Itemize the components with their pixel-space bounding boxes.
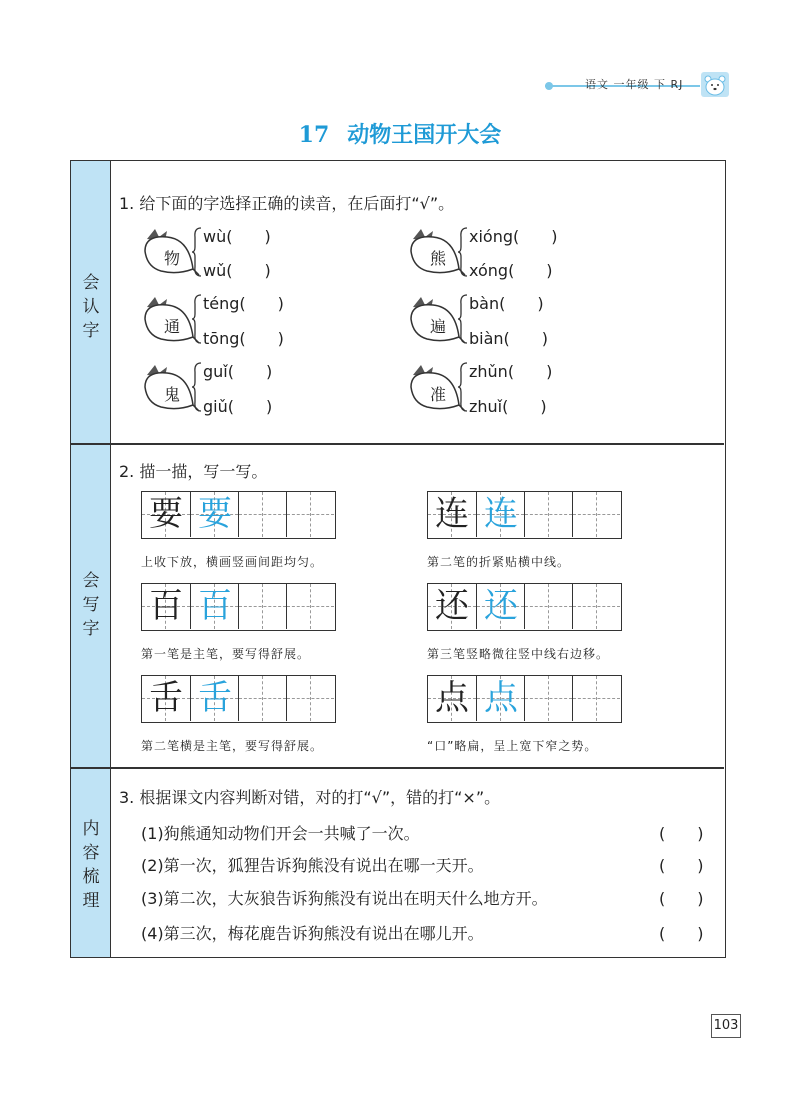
answer-blank[interactable]: ( ) bbox=[659, 856, 704, 875]
section-label-char: 会 bbox=[82, 273, 100, 293]
judgement-item: (4)第三次，梅花鹿告诉狗熊没有说出在哪儿开。 bbox=[141, 924, 484, 943]
grid-cell bbox=[476, 584, 524, 629]
pinyin-option[interactable]: zhuǐ( ) bbox=[469, 397, 547, 416]
grid-cell[interactable] bbox=[524, 492, 572, 537]
answer-blank[interactable]: ( ) bbox=[659, 924, 704, 943]
judgement-item: (1)狗熊通知动物们开会一共喊了一次。 bbox=[141, 824, 420, 843]
grid-cell bbox=[190, 584, 238, 629]
judgement-item: (2)第一次，狐狸告诉狗熊没有说出在哪一天开。 bbox=[141, 856, 484, 875]
pinyin-option[interactable]: xóng( ) bbox=[469, 261, 553, 280]
judgement-item: (3)第二次，大灰狼告诉狗熊没有说出在明天什么地方开。 bbox=[141, 889, 548, 908]
lesson-title: 动物王国开大会 bbox=[347, 123, 502, 148]
answer-blank[interactable]: ( ) bbox=[659, 824, 704, 843]
grid-cell[interactable] bbox=[524, 584, 572, 629]
section-label-char: 字 bbox=[82, 619, 100, 639]
trace-char: 舌 bbox=[198, 678, 232, 718]
writing-grid bbox=[427, 491, 622, 539]
section-label-char: 理 bbox=[82, 891, 100, 911]
pinyin-option[interactable]: wǔ( ) bbox=[203, 261, 271, 280]
writing-grid bbox=[141, 583, 336, 631]
writing-tip: 第二笔横是主笔，要写得舒展。 bbox=[141, 739, 324, 753]
writing-tip: 上收下放，横画竖画间距均匀。 bbox=[141, 555, 324, 569]
grid-cell bbox=[142, 492, 190, 537]
grid-cell[interactable] bbox=[572, 584, 620, 629]
trace-char: 要 bbox=[198, 494, 232, 534]
grid-cell bbox=[142, 676, 190, 721]
trace-char: 还 bbox=[484, 586, 518, 626]
grid-cell[interactable] bbox=[238, 492, 286, 537]
model-char: 点 bbox=[435, 678, 469, 718]
model-char: 要 bbox=[149, 494, 183, 534]
leaf-char: 物 bbox=[163, 249, 180, 268]
section-divider bbox=[71, 443, 724, 445]
model-char: 还 bbox=[435, 586, 469, 626]
trace-char: 连 bbox=[484, 494, 518, 534]
writing-tip: 第二笔的折紧贴横中线。 bbox=[427, 555, 571, 569]
section-label-char: 认 bbox=[82, 297, 100, 317]
grid-cell[interactable] bbox=[572, 492, 620, 537]
lesson-number: 17 bbox=[298, 122, 330, 148]
section-label-char: 内 bbox=[82, 819, 100, 839]
grid-cell[interactable] bbox=[238, 676, 286, 721]
page-number: 103 bbox=[711, 1014, 741, 1038]
q3-prompt: 3. 根据课文内容判断对错，对的打“√”，错的打“×”。 bbox=[119, 788, 501, 807]
section-label-char: 梳 bbox=[82, 867, 100, 887]
exercise-frame bbox=[70, 160, 726, 958]
writing-tip: 第三笔竖略微往竖中线右边移。 bbox=[427, 647, 610, 661]
grid-cell bbox=[190, 492, 238, 537]
section-label-char: 字 bbox=[82, 321, 100, 341]
grid-cell[interactable] bbox=[286, 676, 334, 721]
page-title bbox=[0, 118, 800, 149]
writing-grid bbox=[141, 675, 336, 723]
writing-grid bbox=[141, 491, 336, 539]
grid-cell bbox=[428, 676, 476, 721]
grid-cell bbox=[428, 492, 476, 537]
pinyin-option[interactable]: bàn( ) bbox=[469, 294, 544, 313]
section-divider bbox=[71, 767, 724, 769]
section-label-char: 写 bbox=[82, 595, 100, 615]
grid-cell bbox=[476, 492, 524, 537]
section-label-char: 容 bbox=[82, 843, 100, 863]
writing-tip: “口”略扁，呈上宽下窄之势。 bbox=[427, 739, 598, 753]
grid-cell[interactable] bbox=[524, 676, 572, 721]
model-char: 百 bbox=[149, 586, 183, 626]
header-label: 语文 一年级 下 RJ bbox=[585, 78, 684, 91]
brace-icon bbox=[191, 294, 203, 344]
section-label-content bbox=[71, 769, 111, 957]
section-label-char: 会 bbox=[82, 571, 100, 591]
writing-grid bbox=[427, 675, 622, 723]
grid-cell[interactable] bbox=[572, 676, 620, 721]
trace-char: 百 bbox=[198, 586, 232, 626]
grid-cell bbox=[142, 584, 190, 629]
brace-icon bbox=[191, 227, 203, 277]
pinyin-option[interactable]: téng( ) bbox=[203, 294, 284, 313]
pinyin-option[interactable]: xióng( ) bbox=[469, 227, 558, 246]
grid-cell bbox=[476, 676, 524, 721]
answer-blank[interactable]: ( ) bbox=[659, 889, 704, 908]
section-label-write bbox=[71, 445, 111, 768]
grid-cell[interactable] bbox=[286, 492, 334, 537]
trace-char: 点 bbox=[484, 678, 518, 718]
section-label-recognize bbox=[71, 161, 111, 444]
model-char: 连 bbox=[435, 494, 469, 534]
q1-prompt: 1. 给下面的字选择正确的读音，在后面打“√”。 bbox=[119, 194, 455, 213]
pinyin-option[interactable]: guǐ( ) bbox=[203, 362, 273, 381]
pinyin-option[interactable]: zhǔn( ) bbox=[469, 362, 553, 381]
bear-icon bbox=[700, 70, 730, 98]
leaf-char: 熊 bbox=[429, 249, 446, 268]
grid-cell bbox=[190, 676, 238, 721]
brace-icon bbox=[457, 227, 469, 277]
brace-icon bbox=[191, 362, 203, 412]
leaf-char: 通 bbox=[163, 317, 180, 336]
writing-tip: 第一笔是主笔，要写得舒展。 bbox=[141, 647, 311, 661]
pinyin-option[interactable]: giǔ( ) bbox=[203, 397, 273, 416]
model-char: 舌 bbox=[149, 678, 183, 718]
grid-cell bbox=[428, 584, 476, 629]
pinyin-option[interactable]: biàn( ) bbox=[469, 329, 549, 348]
q2-prompt: 2. 描一描，写一写。 bbox=[119, 462, 268, 481]
pinyin-option[interactable]: tōng( ) bbox=[203, 329, 284, 348]
leaf-char: 鬼 bbox=[163, 385, 180, 404]
grid-cell[interactable] bbox=[238, 584, 286, 629]
leaf-char: 遍 bbox=[429, 317, 446, 336]
grid-cell[interactable] bbox=[286, 584, 334, 629]
brace-icon bbox=[457, 294, 469, 344]
brace-icon bbox=[457, 362, 469, 412]
pinyin-option[interactable]: wù( ) bbox=[203, 227, 271, 246]
leaf-char: 准 bbox=[429, 385, 446, 404]
writing-grid bbox=[427, 583, 622, 631]
